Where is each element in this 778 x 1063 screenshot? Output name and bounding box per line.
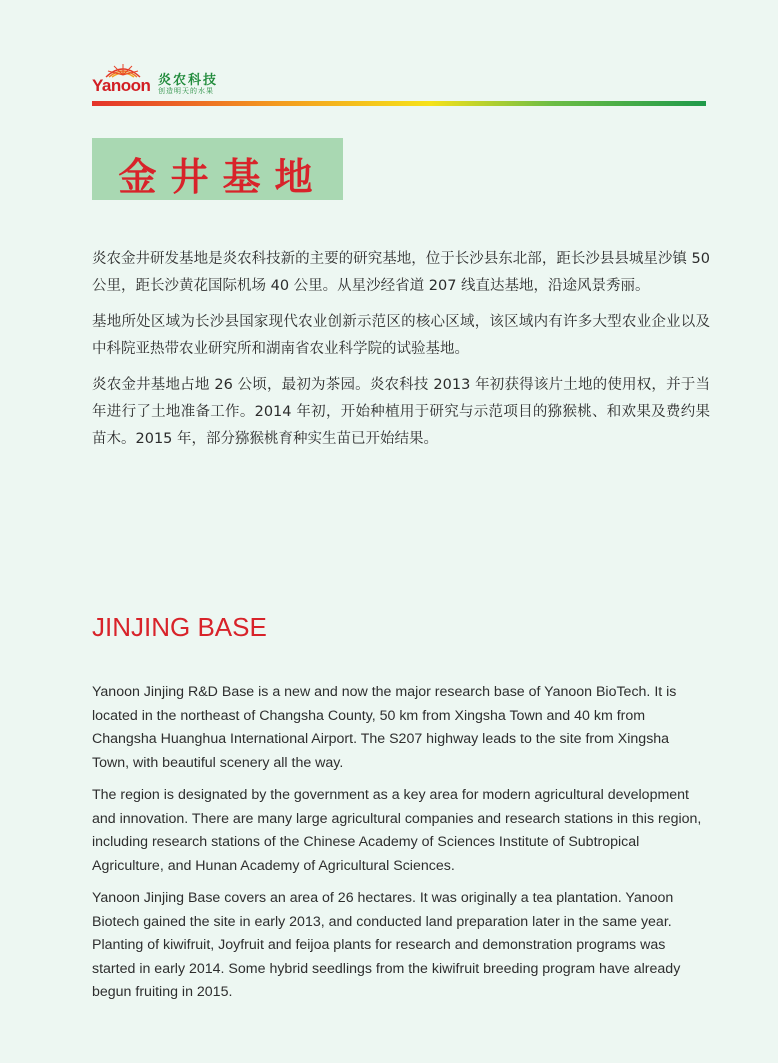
english-paragraph-1: Yanoon Jinjing R&D Base is a new and now the major research base of Yanoon BioTech. It is located in the northeast of Changsha County, 50 km from Xingsha Town and 40 km from Changsha Huanghua International Airport. The S207 highway leads to the site from Xingsha Town, with beautiful scenery all the way. xyxy=(92,684,677,771)
english-title: JINJING BASE xyxy=(92,612,267,642)
chinese-paragraph-1: 炎农金井研发基地是炎农科技新的主要的研究基地，位于长沙县东北部，距长沙县县城星沙镇 50 公里，距长沙黄花国际机场 40 公里。从星沙经省道 207 线直达基地，沿途风景秀丽。 xyxy=(92,251,710,294)
logo-chinese-name: 炎农科技 xyxy=(158,73,219,88)
chinese-body xyxy=(92,246,710,462)
logo-wordmark: Yanoon xyxy=(92,76,151,95)
chinese-title: 金井基地 xyxy=(118,155,327,199)
english-body xyxy=(92,681,708,1014)
chinese-paragraph-3: 炎农金井基地占地 26 公顷，最初为茶园。炎农科技 2013 年初获得该片土地的使用权，并于当年进行了土地准备工作。2014 年初，开始种植用于研究与示范项目的猕猴桃、和欢果及费约果苗木。2015 年，部分猕猴桃育种实生苗已开始结果。 xyxy=(92,377,710,447)
company-logo xyxy=(92,63,262,99)
chinese-paragraph-2: 基地所处区域为长沙县国家现代农业创新示范区的核心区域，该区域内有许多大型农业企业以及中科院亚热带农业研究所和湖南省农业科学院的试验基地。 xyxy=(92,314,710,357)
english-paragraph-2: The region is designated by the government as a key area for modern agricultural development and innovation. There are many large agricultural companies and research stations in this region, including research stations of the Chinese Academy of Sciences Institute of Subtropical Agriculture, and Hunan Academy of Agricultural Sciences. xyxy=(92,787,702,874)
logo-slogan: 创造明天的水果 xyxy=(158,87,214,95)
chinese-title-box xyxy=(92,138,343,200)
header-gradient-bar xyxy=(92,101,706,106)
english-paragraph-3: Yanoon Jinjing Base covers an area of 26 hectares. It was originally a tea plantation. Yanoon Biotech gained the site in early 2013, and conducted land preparation later in the same year. Planting of kiwifruit, Joyfruit and feijoa plants for research and demonstration programs was started in early 2014. Some hybrid seedlings from the kiwifruit breeding program have already begun fruiting in 2015. xyxy=(92,890,681,1000)
